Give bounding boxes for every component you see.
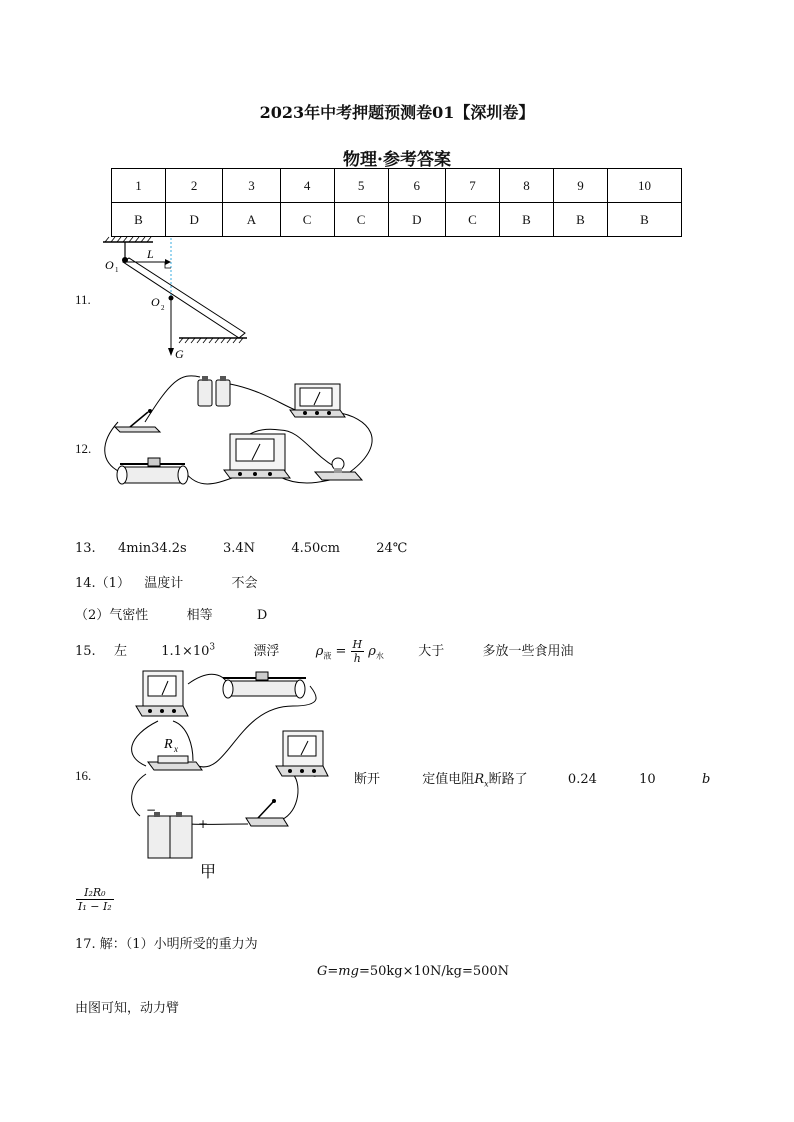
answer-14-1: 温度计 bbox=[144, 576, 184, 591]
question-14-part1 bbox=[75, 572, 258, 591]
question-14-part2-prefix: （2）气密性 bbox=[75, 608, 149, 623]
table-row bbox=[112, 169, 682, 203]
table-cell: C bbox=[445, 203, 499, 237]
question-14-part2 bbox=[75, 604, 267, 623]
question-16-answers bbox=[354, 768, 710, 789]
answer-15-1: 左 bbox=[113, 644, 127, 659]
table-cell: 9 bbox=[553, 169, 607, 203]
answer-14-2: 不会 bbox=[231, 576, 258, 591]
question-17-equation: G=mg=50kg×10N/kg=500N bbox=[317, 964, 510, 979]
question-17-line3: 由图可知，动力臂 bbox=[75, 1001, 180, 1016]
answer-15-2: $1.1\times 10^3$ bbox=[161, 642, 216, 659]
question-number-13: 13. bbox=[75, 541, 96, 556]
ammeter bbox=[276, 731, 328, 776]
table-cell: D bbox=[166, 203, 223, 237]
table-cell: 7 bbox=[445, 169, 499, 203]
question-number-11: 11. bbox=[75, 292, 91, 307]
answer-16-3: 0.24 bbox=[567, 772, 597, 787]
circuit-diagram-12 bbox=[100, 372, 380, 497]
answer-14-4: D bbox=[256, 608, 268, 623]
label-rx: R bbox=[164, 737, 173, 752]
table-cell: C bbox=[280, 203, 334, 237]
table-cell: B bbox=[112, 203, 166, 237]
answer-13-1: 4min34.2s bbox=[117, 541, 187, 556]
page-subtitle: 物理·参考答案 bbox=[343, 150, 451, 170]
table-cell: 10 bbox=[607, 169, 681, 203]
answer-16-1: 断开 bbox=[354, 772, 381, 787]
question-number-16: 16. bbox=[75, 768, 92, 783]
answer-13-2: 3.4N bbox=[223, 541, 256, 556]
answer-13-3: 4.50cm bbox=[291, 541, 340, 556]
switch bbox=[246, 799, 288, 826]
table-cell: C bbox=[334, 203, 388, 237]
answer-16-2: 定值电阻$R_x$断路了 bbox=[422, 772, 528, 789]
circuit-diagram-16 bbox=[118, 666, 333, 886]
table-cell: D bbox=[388, 203, 445, 237]
lever-diagram bbox=[95, 236, 265, 366]
question-13 bbox=[75, 541, 407, 556]
battery-pack bbox=[198, 376, 230, 406]
label-g: G bbox=[175, 347, 184, 361]
label-l: L bbox=[147, 247, 154, 261]
page-title: 2023年中考押题预测卷01【深圳卷】 bbox=[259, 103, 535, 122]
table-cell: 4 bbox=[280, 169, 334, 203]
answer-table bbox=[111, 168, 682, 237]
answer-15-5: 大于 bbox=[418, 644, 445, 659]
question-15 bbox=[75, 638, 574, 665]
question-17-line1: 17. 解：（1）小明所受的重力为 bbox=[75, 937, 258, 952]
answer-16-5: b bbox=[701, 772, 711, 787]
answer-15-formula: $\rho_液$ = $\frac{H}{h}$ $\rho_水$ bbox=[315, 638, 384, 665]
label-o1: O bbox=[105, 258, 114, 272]
switch bbox=[115, 409, 160, 432]
table-cell: 3 bbox=[223, 169, 280, 203]
question-number-12: 12. bbox=[75, 441, 92, 456]
answer-16-4: 10 bbox=[639, 772, 656, 787]
label-rx-sub: x bbox=[174, 744, 178, 754]
table-cell: B bbox=[499, 203, 553, 237]
label-minus: − bbox=[146, 803, 157, 817]
ammeter bbox=[290, 384, 345, 417]
table-cell: B bbox=[607, 203, 681, 237]
answer-13-4: 24℃ bbox=[376, 541, 408, 556]
resistor-rx bbox=[148, 756, 202, 770]
label-jia: 甲 bbox=[200, 862, 217, 881]
question-number-15: 15. bbox=[75, 644, 96, 659]
rheostat bbox=[117, 458, 188, 484]
label-o2-sub: 2 bbox=[161, 304, 165, 312]
table-cell: 2 bbox=[166, 169, 223, 203]
table-cell: 8 bbox=[499, 169, 553, 203]
table-cell: 5 bbox=[334, 169, 388, 203]
table-cell: 6 bbox=[388, 169, 445, 203]
voltmeter bbox=[224, 434, 290, 478]
question-14-prefix: 14.（1） bbox=[75, 576, 130, 591]
answer-14-3: 相等 bbox=[186, 608, 213, 623]
table-cell: 1 bbox=[112, 169, 166, 203]
voltmeter bbox=[136, 671, 188, 716]
table-cell: B bbox=[553, 203, 607, 237]
label-o2: O bbox=[151, 295, 160, 309]
table-row bbox=[112, 203, 682, 237]
lamp bbox=[315, 458, 362, 480]
answer-16-fraction: $\frac{\text{I₂R₀}}{\text{I₁ − I₂}}$ bbox=[78, 886, 112, 913]
answer-15-3: 漂浮 bbox=[253, 644, 280, 659]
battery bbox=[148, 812, 192, 858]
rheostat bbox=[223, 672, 306, 698]
label-plus: + bbox=[198, 817, 209, 831]
answer-15-6: 多放一些食用油 bbox=[482, 644, 574, 659]
label-o1-sub: 1 bbox=[115, 266, 119, 274]
table-cell: A bbox=[223, 203, 280, 237]
